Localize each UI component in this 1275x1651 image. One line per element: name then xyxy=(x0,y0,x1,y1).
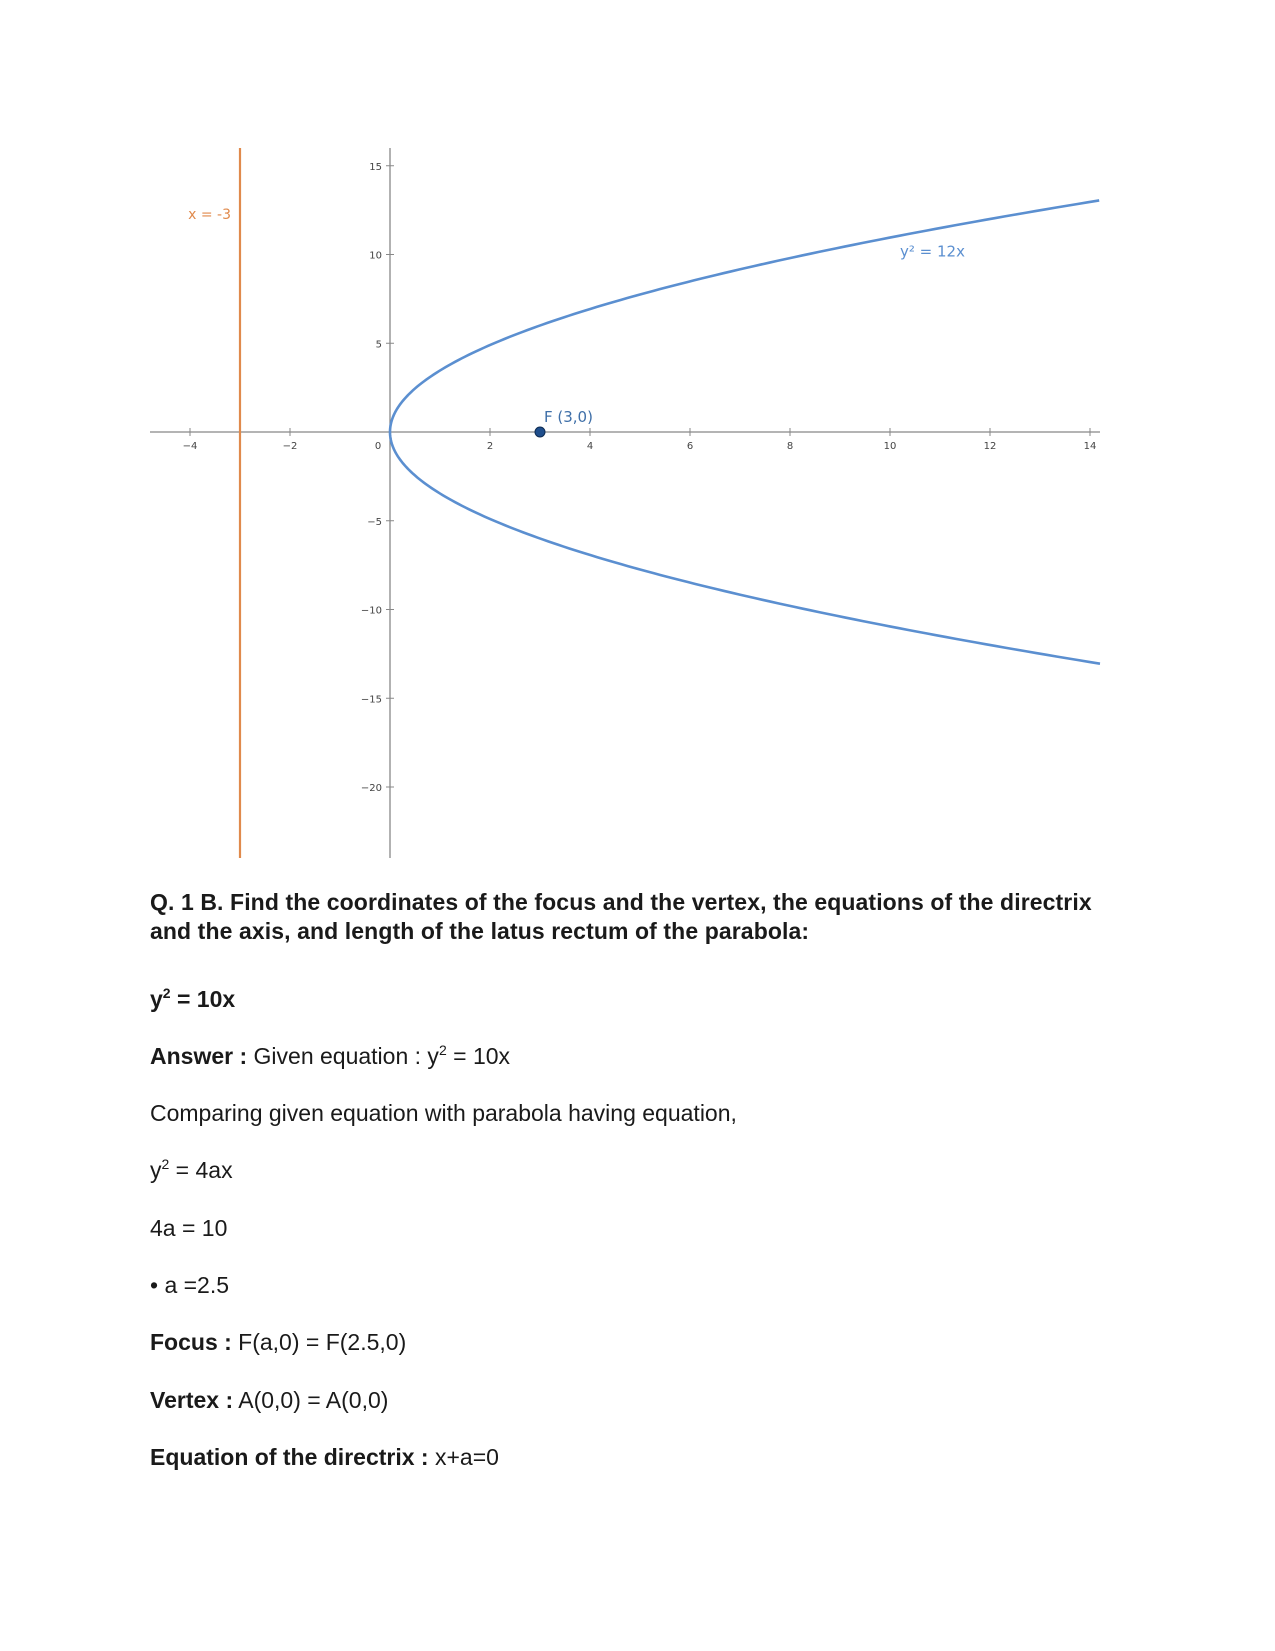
x-tick-label: 12 xyxy=(983,441,997,452)
y-tick-label: −15 xyxy=(360,694,382,706)
y-tick-label: 15 xyxy=(369,161,382,173)
answer-step-2: • a =2.5 xyxy=(150,1272,230,1298)
focus-point xyxy=(535,427,545,437)
parabola-label: y² = 12x xyxy=(900,242,965,261)
answer-label: Answer : xyxy=(150,1043,248,1069)
x-tick-label: 4 xyxy=(586,441,594,452)
answer-comparing: Comparing given equation with parabola having equation, xyxy=(150,1100,737,1126)
x-tick-label: −2 xyxy=(282,441,298,452)
y-tick-label: 10 xyxy=(369,250,382,262)
answer-focus: Focus : F(a,0) = F(2.5,0) xyxy=(150,1329,407,1355)
x-tick-label: 0 xyxy=(374,441,382,452)
answer-vertex: Vertex : A(0,0) = A(0,0) xyxy=(150,1387,389,1413)
y-tick-label: 5 xyxy=(375,339,382,351)
answer-step-1: 4a = 10 xyxy=(150,1215,228,1241)
y-tick-label: −20 xyxy=(360,783,382,794)
question-title: Q. 1 B. Find the coordinates of the focus and the vertex, the equations of the directrix and the axis, and length of the latus rectum of the parabola: xyxy=(150,889,1092,944)
y-tick-label: −10 xyxy=(360,605,382,617)
x-tick-label: −4 xyxy=(182,441,198,452)
question-equation: $y^2 = 10x$ xyxy=(150,985,236,1012)
x-tick-label: 8 xyxy=(786,441,794,452)
x-tick-label: 2 xyxy=(486,441,494,452)
answer-given: Answer : Given equation : $y^2 = 10x$ xyxy=(150,1042,511,1069)
graph-labels xyxy=(188,207,965,426)
directrix-label: x = -3 xyxy=(188,207,231,223)
x-tick-label: 14 xyxy=(1083,441,1097,452)
answer-directrix: Equation of the directrix : x+a=0 xyxy=(150,1444,499,1470)
answer-standard-form: $y^2 = 4ax$ xyxy=(150,1156,233,1183)
focus-label: F (3,0) xyxy=(544,408,593,426)
x-tick-label: 6 xyxy=(686,441,694,452)
y-tick-label: −5 xyxy=(367,516,382,528)
x-tick-label: 10 xyxy=(883,441,897,452)
